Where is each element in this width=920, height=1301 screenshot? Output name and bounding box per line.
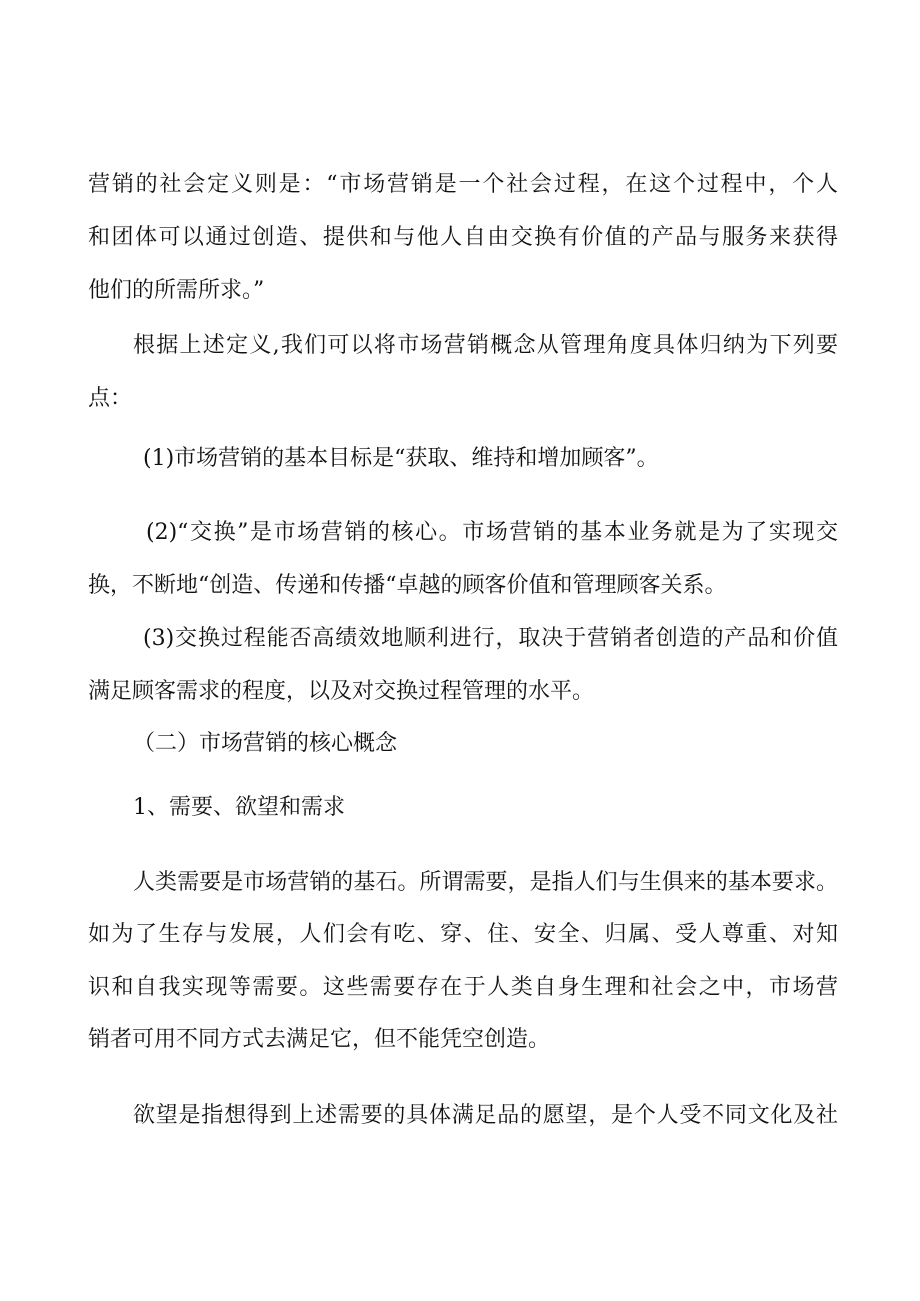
paragraph-needs [133,868,920,898]
text-line: 和团体可以通过创造、提供和与他人自由交换有价值的产品与服务来获得 [88,225,838,250]
paragraph-social-definition-line2 [88,223,920,253]
paragraph-needs-line3 [88,973,920,1003]
text-line: (3)交换过程能否高绩效地顺利进行，取决于营销者创造的产品和价值 [143,626,838,651]
text-line: 换，不断地“创造、传递和传播“卓越的顾客价值和管理顾客关系。 [88,573,727,598]
text-line: 销者可用不同方式去满足它，但不能凭空创造。 [88,1027,551,1052]
paragraph-summary [133,331,920,361]
point-3 [143,624,920,654]
point-2-line2 [88,571,920,601]
paragraph-social-definition [88,170,920,200]
paragraph-needs-line4 [88,1025,920,1055]
text-line: 营销的社会定义则是：“市场营销是一个社会过程，在这个过程中，个人 [88,172,838,197]
point-1 [143,444,920,474]
point-2 [146,518,920,548]
text-line: (1)市场营销的基本目标是“获取、维持和增加顾客”。 [143,446,659,471]
text-line: 识和自我实现等需要。这些需要存在于人类自身生理和社会之中，市场营 [88,975,838,1000]
text-line: 人类需要是市场营销的基石。所谓需要，是指人们与生俱来的基本要求。 [133,870,838,895]
heading-text: （二）市场营销的核心概念 [133,731,398,756]
subheading [133,793,920,823]
text-line: 根据上述定义,我们可以将市场营销概念从管理角度具体归纳为下列要 [133,333,838,358]
text-line: 如为了生存与发展，人们会有吃、穿、住、安全、归属、受人尊重、对知 [88,922,838,947]
text-line: 欲望是指想得到上述需要的具体满足品的愿望，是个人受不同文化及社 [133,1103,838,1128]
section-heading [133,729,920,759]
text-line: 点： [88,386,133,411]
text-line: (2)“交换”是市场营销的核心。市场营销的基本业务就是为了实现交 [146,520,838,545]
text-line: 满足顾客需求的程度，以及对交换过程管理的水平。 [88,679,595,704]
paragraph-needs-line2 [88,920,920,950]
paragraph-wants [133,1101,920,1131]
point-3-line2 [88,677,920,707]
heading-text: 1、需要、欲望和需求 [133,795,345,820]
text-line: 他们的所需所求。” [88,278,265,303]
paragraph-summary-line2 [88,384,920,414]
paragraph-social-definition-line3 [88,276,920,306]
